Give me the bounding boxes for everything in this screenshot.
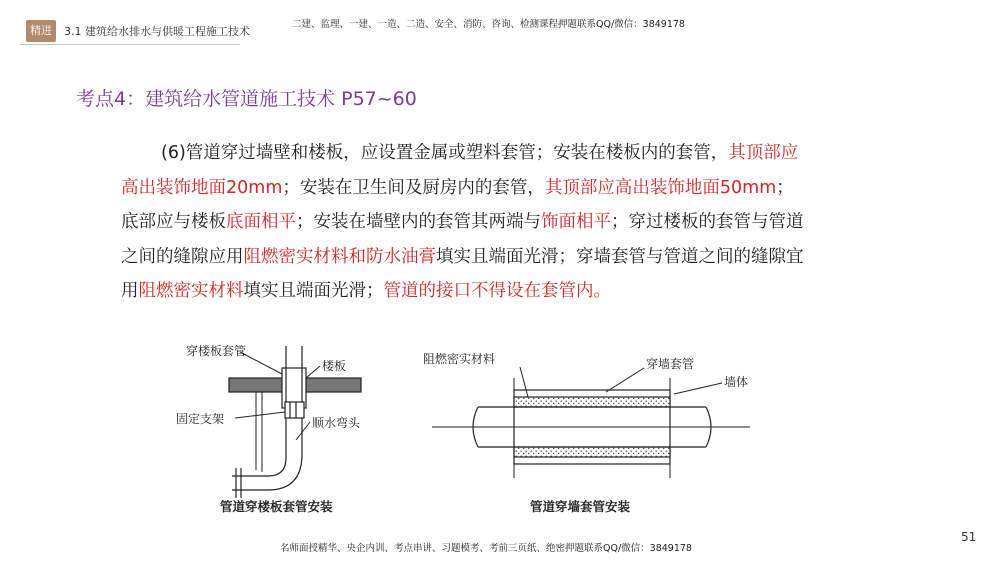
fill-material-top	[514, 397, 670, 407]
section-badge: 精进	[26, 20, 56, 42]
header-promo: 二建、监理、一建、一造、二造、安全、消防、咨询、检测课程押题联系QQ/微信：3849178	[292, 19, 685, 30]
fill-material-bottom	[514, 447, 670, 457]
fixed-bracket	[285, 402, 304, 418]
label-floor-slab: 楼板	[322, 359, 347, 373]
text-segment: 填实且端面光滑；	[243, 281, 384, 301]
label-wall: 墙体	[724, 375, 749, 389]
page-number: 51	[961, 530, 977, 544]
label-fire-material: 阻燃密实材料	[423, 352, 496, 366]
label-elbow: 顺水弯头	[312, 416, 361, 430]
text-segment: ；穿过楼板的套管与管道之间的缝隙应用	[121, 212, 804, 267]
text-segment: ；底部应与楼板	[121, 177, 794, 232]
highlight-text: 其顶部应高出装饰地面20mm	[121, 143, 799, 198]
highlight-text: 管道的接口不得设在套管内。	[383, 281, 611, 301]
label-fixed-bracket: 固定支架	[176, 412, 225, 426]
footer-promo: 名师面授精华、央企内训、考点串讲、习题模考、考前三页纸、绝密押题联系QQ/微信：3849178	[280, 543, 692, 554]
label-floor-sleeve: 穿楼板套管	[186, 344, 247, 358]
page-heading: 考点4：建筑给水管道施工技术 P57~60	[76, 88, 417, 110]
figure-wall-sleeve	[432, 367, 750, 478]
section-title: 3.1 建筑给水排水与供暖工程施工技术	[64, 25, 250, 38]
text-segment: ；安装在墙壁内的套管其两端与	[296, 212, 541, 232]
label-wall-sleeve: 穿墙套管	[646, 357, 695, 371]
highlight-text: 阻燃密实材料	[138, 281, 244, 301]
text-segment: ；安装在卫生间及厨房内的套管，	[282, 177, 545, 198]
text-segment: 填实且端面光滑；穿墙套管与管道之间的缝隙宜用	[121, 246, 804, 301]
highlight-text: 其顶部应高出装饰地面50mm	[544, 177, 777, 198]
figure1-caption: 管道穿楼板套管安装	[220, 499, 333, 514]
highlight-text: 阻燃密实材料和防水油膏	[243, 246, 436, 267]
highlight-text: 饰面相平	[541, 212, 611, 232]
pipe-elbow	[232, 454, 302, 490]
figure2-caption: 管道穿墙套管安装	[530, 499, 631, 514]
text-segment: (6)管道穿过墙壁和楼板，应设置金属或塑料套管；安装在楼板内的套管，	[161, 143, 729, 163]
highlight-text: 底面相平	[226, 212, 296, 232]
